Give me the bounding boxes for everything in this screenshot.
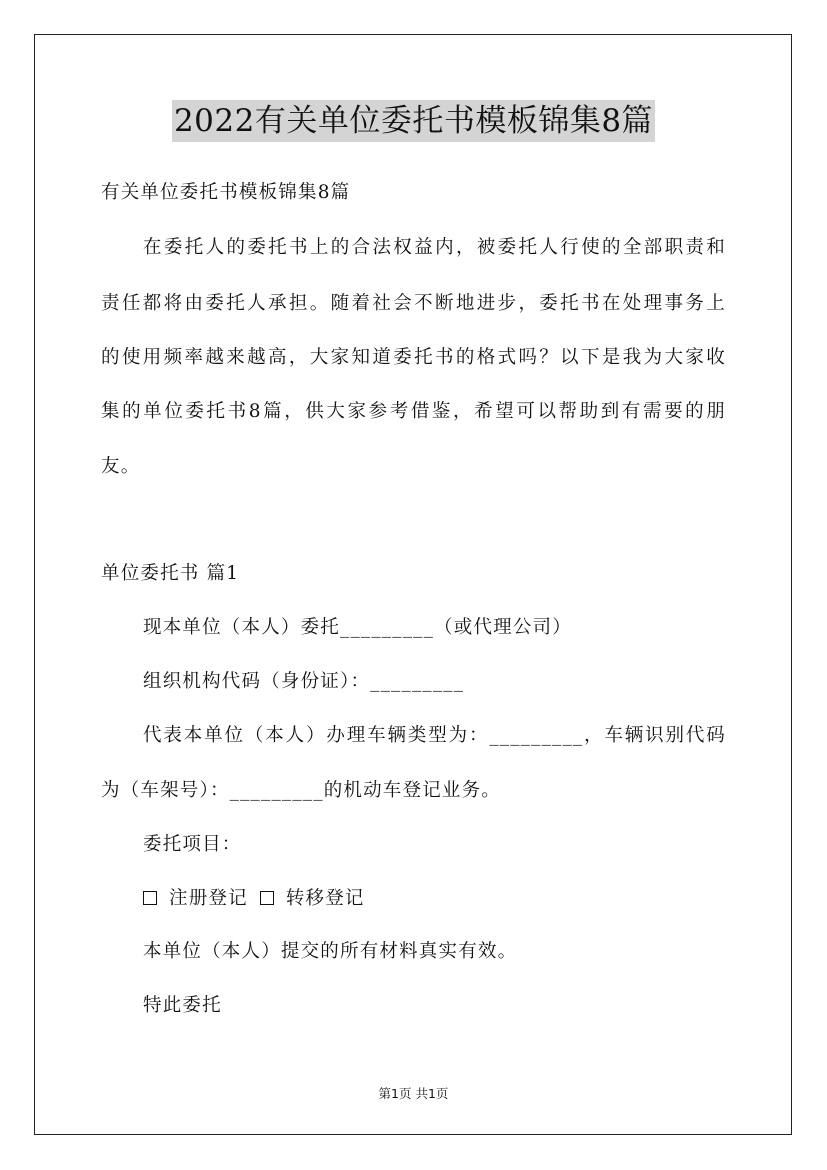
intro-line-2: 责任都将由委托人承担。随着社会不断地进步，委托书在处理事务上 [101,293,726,314]
options-row [143,887,726,911]
intro-line-1: 在委托人的委托书上的合法权益内，被委托人行使的全部职责和 [143,237,726,258]
option-registration-label: 注册登记 [169,888,248,909]
intro-line-4: 集的单位委托书8篇，供大家参考借鉴，希望可以帮助到有需要的朋 [101,401,726,422]
closing-line: 特此委托 [143,995,222,1016]
page-footer: 第1页 共1页 [378,1086,449,1101]
intro-line-5: 友。 [101,456,141,477]
body-line-org-code: 组织机构代码（身份证）：_________ [143,671,465,692]
option-transfer-label: 转移登记 [285,888,365,909]
subtitle: 有关单位委托书模板锦集8篇 [101,182,351,203]
body-line-vin: 为（车架号）：_________的机动车登记业务。 [101,780,502,801]
statement-line: 本单位（本人）提交的所有材料真实有效。 [143,941,518,962]
body-line-vehicle-type: 代表本单位（本人）办理车辆类型为：_________，车辆识别代码 [143,725,726,746]
section-heading: 单位委托书 篇1 [101,563,240,584]
items-label: 委托项目： [143,834,242,855]
document-title: 2022有关单位委托书模板锦集8篇 [172,100,655,142]
checkbox-transfer-icon[interactable] [260,891,274,905]
body-line-entrust: 现本单位（本人）委托_________（或代理公司） [143,617,572,638]
intro-line-3: 的使用频率越来越高，大家知道委托书的格式吗？以下是我为大家收 [101,347,726,368]
title-container [0,100,827,142]
checkbox-registration-icon[interactable] [143,891,157,905]
